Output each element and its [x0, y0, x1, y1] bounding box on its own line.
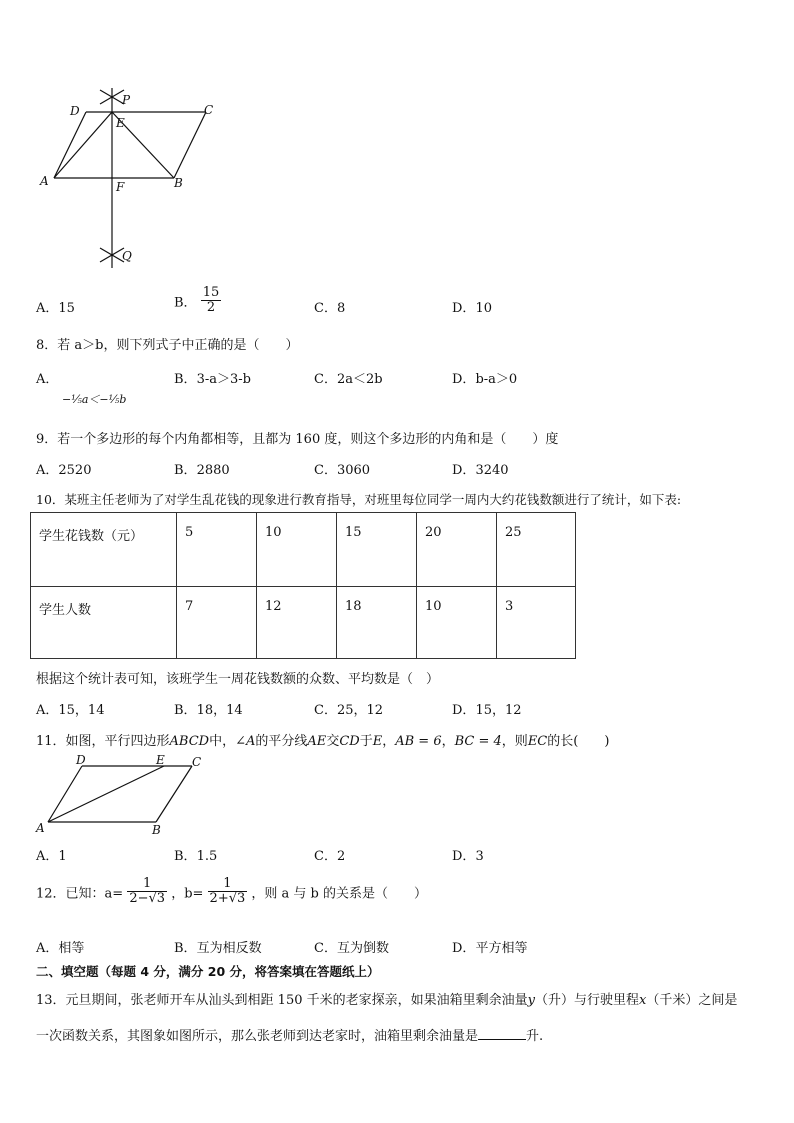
- q10-option-a[interactable]: A．15，14: [36, 703, 105, 718]
- q10-option-d[interactable]: D．15，12: [452, 703, 522, 718]
- table-cell: 15: [337, 513, 417, 587]
- q7-figure: [30, 80, 230, 275]
- table-cell: 7: [177, 587, 257, 659]
- label-E: E: [116, 116, 125, 130]
- q10-option-c[interactable]: C．25，12: [314, 703, 384, 718]
- table-cell: 学生人数: [31, 587, 177, 659]
- q7-option-c[interactable]: C．8: [314, 301, 346, 316]
- label-C: C: [204, 103, 214, 117]
- q7-option-b[interactable]: B． $\frac{15}{2}$: [174, 285, 220, 316]
- q13-line2: 一次函数关系，其图象如图所示，那么张老师到达老家时，油箱里剩余油量是 升.: [36, 1029, 544, 1044]
- table-cell: 12: [257, 587, 337, 659]
- label-A: A: [36, 821, 45, 835]
- label-B: B: [152, 823, 161, 837]
- q10-table: [30, 512, 576, 659]
- q9-stem: 9．若一个多边形的每个内角都相等，且都为 160 度，则这个多边形的内角和是（ ）度: [36, 432, 559, 447]
- label-F: F: [116, 180, 125, 194]
- q11-option-b[interactable]: B．1.5: [174, 849, 218, 864]
- table-cell: 10: [417, 587, 497, 659]
- q12-option-d[interactable]: D．平方相等: [452, 941, 528, 956]
- q9-option-c[interactable]: C．3060: [314, 463, 371, 478]
- q12-option-c[interactable]: C．互为倒数: [314, 941, 389, 956]
- q8-option-b[interactable]: B．3-a＞3-b: [174, 372, 251, 387]
- label-Q: Q: [122, 249, 132, 263]
- table-cell: 3: [497, 587, 576, 659]
- q10-option-b[interactable]: B．18，14: [174, 703, 243, 718]
- q7-option-a[interactable]: A．15: [36, 301, 75, 316]
- table-cell: 10: [257, 513, 337, 587]
- q7-option-d[interactable]: D．10: [452, 301, 492, 316]
- table-row: [31, 587, 576, 659]
- label-C: C: [192, 755, 202, 769]
- label-P: P: [122, 93, 131, 107]
- q12-option-b[interactable]: B．互为相反数: [174, 941, 262, 956]
- label-D: D: [76, 753, 86, 767]
- q9-option-b[interactable]: B．2880: [174, 463, 230, 478]
- section-heading: 二、填空题（每题 4 分，满分 20 分，将答案填在答题纸上）: [36, 964, 380, 979]
- q8-option-a[interactable]: A． $_{-\frac{1}{5}a<-\frac{1}{5}b}$: [36, 372, 127, 406]
- q13-line1: 13．元旦期间，张老师开车从汕头到相距 150 千米的老家探亲，如果油箱里剩余油量y（升）与行驶里程x（千米）之间是: [36, 993, 738, 1008]
- label-A: A: [40, 174, 49, 188]
- q11-stem: 11．如图，平行四边形ABCD中，∠A的平分线AE交CD于E，AB = 6，BC = 4，则EC的长( ): [36, 734, 610, 749]
- q8-option-c[interactable]: C．2a＜2b: [314, 372, 383, 387]
- q11-option-a[interactable]: A．1: [36, 849, 67, 864]
- q10-question: 根据这个统计表可知，该班学生一周花钱数额的众数、平均数是（ ）: [36, 672, 440, 687]
- q8-option-d[interactable]: D．b-a＞0: [452, 372, 518, 387]
- table-row: [31, 513, 576, 587]
- q9-option-d[interactable]: D．3240: [452, 463, 509, 478]
- table-cell: 25: [497, 513, 576, 587]
- q12-option-a[interactable]: A．相等: [36, 941, 85, 956]
- q11-option-d[interactable]: D．3: [452, 849, 484, 864]
- q12-stem: 12．已知：a= $\frac{1}{2-√3}$ ，b= $\frac{1}{2+√3}$ ，则 a 与 b 的关系是（ ）: [36, 876, 428, 907]
- table-cell: 18: [337, 587, 417, 659]
- table-cell: 5: [177, 513, 257, 587]
- label-D: D: [70, 104, 80, 118]
- label-B: B: [174, 176, 183, 190]
- q10-stem: 10．某班主任老师为了对学生乱花钱的现象进行教育指导，对班里每位同学一周内大约花钱数额进行了统计，如下表:: [36, 492, 682, 507]
- label-E: E: [156, 753, 165, 767]
- q9-option-a[interactable]: A．2520: [36, 463, 92, 478]
- answer-blank[interactable]: [478, 1027, 526, 1040]
- q11-option-c[interactable]: C．2: [314, 849, 346, 864]
- table-cell: 学生花钱数（元）: [31, 513, 177, 587]
- q8-stem: 8．若 a＞b，则下列式子中正确的是（ ）: [36, 338, 299, 353]
- q11-figure: [30, 752, 220, 837]
- table-cell: 20: [417, 513, 497, 587]
